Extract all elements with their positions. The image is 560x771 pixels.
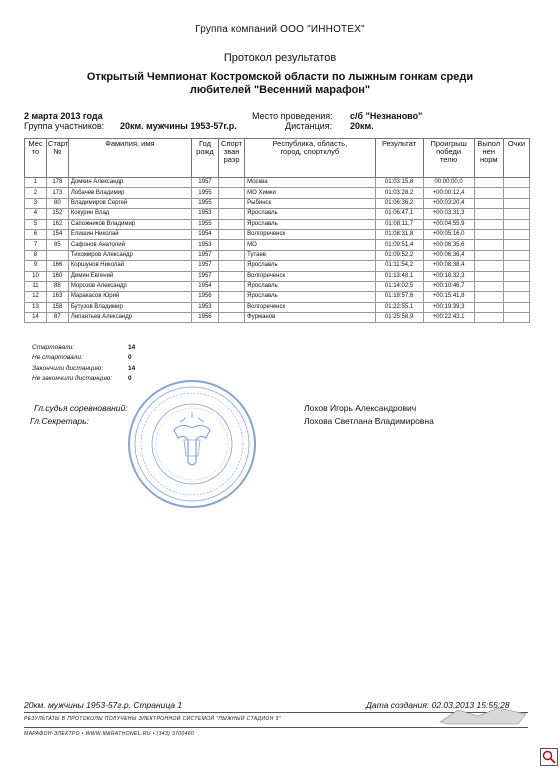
table-row (25, 229, 530, 239)
table-cell (503, 240, 529, 250)
table-cell: 80 (46, 198, 68, 208)
table-cell: 1954 (191, 281, 218, 291)
table-row (25, 198, 530, 208)
table-cell: Морозов Александр (68, 281, 191, 291)
table-cell: 01:11:54,2 (375, 261, 423, 271)
table-cell: 1955 (191, 219, 218, 229)
table-cell: Москва (245, 178, 375, 188)
stats-block (32, 344, 136, 385)
table-cell: Тутаев (245, 250, 375, 260)
table-cell: 1956 (191, 313, 218, 323)
stat-finished: Закончили дистанцию: 14 (32, 364, 136, 372)
table-row (25, 292, 530, 302)
column-header: Очки (503, 139, 529, 178)
table-cell: Бутузов Владимир (68, 302, 191, 312)
table-cell: Волгореченск (245, 302, 375, 312)
table-cell (219, 281, 245, 291)
table-cell (219, 240, 245, 250)
table-cell (474, 302, 503, 312)
secretary-label: Гл.Секретарь: (30, 416, 89, 426)
table-cell (503, 313, 529, 323)
table-cell (474, 261, 503, 271)
table-cell (503, 261, 529, 271)
footer-created: Дата создания: 02.03.2013 15:55:28 (366, 700, 510, 710)
table-cell: +00:15:41,8 (423, 292, 474, 302)
table-cell (503, 271, 529, 281)
table-cell: Ярославль (245, 261, 375, 271)
table-cell: 01:25:58,9 (375, 313, 423, 323)
table-cell (503, 209, 529, 219)
stat-started: Стартовали: 14 (32, 344, 136, 351)
table-cell: 11 (25, 281, 47, 291)
table-cell: 163 (46, 292, 68, 302)
table-cell: 166 (46, 261, 68, 271)
table-cell: 162 (46, 219, 68, 229)
column-header: Результат (375, 139, 423, 178)
table-cell (474, 250, 503, 260)
table-cell: 01:13:48,1 (375, 271, 423, 281)
table-cell: 173 (46, 188, 68, 198)
table-row (25, 313, 530, 323)
table-cell: 1956 (191, 292, 218, 302)
footer-logo (438, 706, 528, 726)
table-cell: 9 (25, 261, 47, 271)
table-cell (219, 188, 245, 198)
official-seal-icon (126, 378, 258, 510)
table-cell: Липантьев Александр (68, 313, 191, 323)
table-cell: 85 (46, 240, 68, 250)
table-cell (474, 209, 503, 219)
group-value: 20км. мужчины 1953-57г.р. (120, 121, 237, 131)
table-cell: 1957 (191, 261, 218, 271)
table-cell: 01:09:52,2 (375, 250, 423, 260)
table-header-row (25, 139, 530, 178)
table-cell: 87 (46, 313, 68, 323)
secretary-name: Лохова Светлана Владимировна (304, 416, 434, 426)
table-row (25, 240, 530, 250)
table-cell (474, 313, 503, 323)
table-cell (503, 178, 529, 188)
table-cell (219, 271, 245, 281)
column-header: Выпол нен норм (474, 139, 503, 178)
company-name: Группа компаний ООО "ИННОТЕХ" (195, 24, 365, 35)
table-cell: 1953 (191, 302, 218, 312)
table-cell: Рыбинск (245, 198, 375, 208)
table-cell: 00:00:00,0 (423, 178, 474, 188)
table-cell: 01:08:11,7 (375, 219, 423, 229)
stat-not-started: Не стартовали: 0 (32, 354, 132, 362)
table-cell (503, 229, 529, 239)
table-cell (474, 281, 503, 291)
table-cell: 154 (46, 229, 68, 239)
table-cell: 14 (25, 313, 47, 323)
column-header: Проигрыш победи телю (423, 139, 474, 178)
table-cell (503, 198, 529, 208)
table-cell (474, 240, 503, 250)
table-cell: Ярославль (245, 219, 375, 229)
event-date: 2 марта 2013 года (24, 111, 103, 121)
footer-contact-line: МАРАФОН-ЭЛЕКТРО • WWW.MARATHONEL.RU • (343) 3700460 (24, 731, 195, 737)
table-cell: 01:08:31,8 (375, 229, 423, 239)
column-header: Год рожд (191, 139, 218, 178)
event-title-line2: любителей "Весенний марафон" (189, 84, 371, 96)
table-cell: +00:05:16,0 (423, 229, 474, 239)
table-cell: +00:04:55,9 (423, 219, 474, 229)
table-cell (219, 198, 245, 208)
zoom-icon[interactable] (540, 748, 558, 766)
table-cell: Ярославль (245, 292, 375, 302)
table-cell (474, 178, 503, 188)
table-cell: Владимиров Сергей (68, 198, 191, 208)
protocol-title: Протокол результатов (223, 52, 337, 64)
table-cell (503, 281, 529, 291)
table-cell: 1953 (191, 209, 218, 219)
table-cell: 1 (25, 178, 47, 188)
table-cell: 01:22:55,1 (375, 302, 423, 312)
group-label: Группа участников: (24, 121, 105, 131)
event-title-line1: Открытый Чемпионат Костромской области по лыжным гонкам среди (86, 71, 474, 83)
table-cell: 12 (25, 292, 47, 302)
table-cell: +00:03:20,4 (423, 198, 474, 208)
column-header: Фамилия, имя (68, 139, 191, 178)
table-cell (219, 219, 245, 229)
table-cell: 13 (25, 302, 47, 312)
table-cell: Кокурин Влад (68, 209, 191, 219)
table-cell: 01:14:02,5 (375, 281, 423, 291)
table-cell: 01:06:36,2 (375, 198, 423, 208)
table-cell: 01:03:15,8 (375, 178, 423, 188)
table-cell: 160 (46, 271, 68, 281)
table-cell: 5 (25, 219, 47, 229)
table-cell: Фурманов (245, 313, 375, 323)
table-cell: 1955 (191, 188, 218, 198)
column-header: Старт № (46, 139, 68, 178)
table-cell: +00:08:38,4 (423, 261, 474, 271)
footer-system-line: РЕЗУЛЬТАТЫ В ПРОТОКОЛЫ ПОЛУЧЕНЫ ЭЛЕКТРОННОЙ СИСТЕМОЙ "ЛЫЖНЫЙ СТАДИОН 3" (24, 716, 281, 722)
table-cell (474, 198, 503, 208)
table-cell: 1957 (191, 271, 218, 281)
table-cell (503, 292, 529, 302)
table-cell: 88 (46, 281, 68, 291)
table-cell: +00:06:36,4 (423, 250, 474, 260)
table-cell (503, 219, 529, 229)
table-cell: 4 (25, 209, 47, 219)
table-cell: +00:10:32,3 (423, 271, 474, 281)
table-cell (474, 229, 503, 239)
table-cell: +00:03:31,3 (423, 209, 474, 219)
table-cell: 10 (25, 271, 47, 281)
table-cell: МО (245, 240, 375, 250)
table-cell (219, 209, 245, 219)
table-body (25, 178, 530, 323)
table-cell (219, 261, 245, 271)
table-row (25, 188, 530, 198)
table-cell (219, 178, 245, 188)
table-cell: Домкин Александр (68, 178, 191, 188)
table-cell: +00:06:35,6 (423, 240, 474, 250)
table-cell: 152 (46, 209, 68, 219)
table-cell: 3 (25, 198, 47, 208)
table-cell (503, 188, 529, 198)
judge-label: Гл.судья соревнований: (34, 403, 128, 413)
table-cell: Ярославль (245, 281, 375, 291)
table-cell: 2 (25, 188, 47, 198)
column-header: Республика, область, город, спортклуб (245, 139, 375, 178)
distance-label: Дистанция: (285, 121, 333, 131)
table-cell: 6 (25, 229, 47, 239)
table-cell: Ярославль (245, 209, 375, 219)
table-cell: Сафонов Анатолий (68, 240, 191, 250)
table-cell (219, 229, 245, 239)
table-row (25, 178, 530, 188)
venue-value: с/б "Незнаново" (350, 111, 423, 121)
stat-not-finished: Не закончили дистанцию: 0 (32, 374, 132, 382)
table-cell: Тихомиров Александр (68, 250, 191, 260)
table-row (25, 219, 530, 229)
table-cell (474, 188, 503, 198)
table-cell: 8 (25, 250, 47, 260)
table-cell (219, 313, 245, 323)
footer-divider-2 (24, 727, 528, 728)
table-cell (219, 302, 245, 312)
table-cell: +00:19:39,3 (423, 302, 474, 312)
table-cell (219, 292, 245, 302)
distance-value: 20км. (350, 121, 374, 131)
table-cell (474, 219, 503, 229)
table-cell: +00:10:46,7 (423, 281, 474, 291)
table-cell (503, 250, 529, 260)
column-header: Спорт зван разр (219, 139, 245, 178)
table-cell: МО Химки (245, 188, 375, 198)
table-cell: 01:06:47,1 (375, 209, 423, 219)
table-cell: 1955 (191, 198, 218, 208)
table-cell: Лобачев Владимир (68, 188, 191, 198)
table-cell (503, 302, 529, 312)
table-cell: Елишин Николай (68, 229, 191, 239)
table-cell (219, 250, 245, 260)
column-header: Мес то (25, 139, 47, 178)
table-cell: 158 (46, 302, 68, 312)
table-row (25, 261, 530, 271)
table-row (25, 271, 530, 281)
table-cell: +00:00:12,4 (423, 188, 474, 198)
table-cell: Волгореченск (245, 229, 375, 239)
table-cell: Сапожников Владимир (68, 219, 191, 229)
table-cell: Маракасов Юрий (68, 292, 191, 302)
table-cell: 01:03:28,2 (375, 188, 423, 198)
table-cell: 1957 (191, 250, 218, 260)
table-cell: Коршунов Николай (68, 261, 191, 271)
table-row (25, 209, 530, 219)
footer-page-info: 20км. мужчины 1953-57г.р. Страница 1 (24, 700, 183, 710)
table-cell: 178 (46, 178, 68, 188)
table-cell: 01:18:57,6 (375, 292, 423, 302)
results-table (24, 138, 530, 323)
table-cell: 1953 (191, 240, 218, 250)
table-cell: 7 (25, 240, 47, 250)
table-cell (46, 250, 68, 260)
table-cell: +00:22:43,1 (423, 313, 474, 323)
table-cell: Волгореченск (245, 271, 375, 281)
venue-label: Место проведения: (252, 111, 333, 121)
table-row (25, 302, 530, 312)
table-cell: 1954 (191, 229, 218, 239)
table-row (25, 250, 530, 260)
table-row (25, 281, 530, 291)
table-cell (474, 271, 503, 281)
table-cell: 01:09:51,4 (375, 240, 423, 250)
table-cell: Демин Евгений (68, 271, 191, 281)
table-cell (474, 292, 503, 302)
judge-name: Лохов Игорь Александрович (304, 403, 417, 413)
table-cell: 1957 (191, 178, 218, 188)
